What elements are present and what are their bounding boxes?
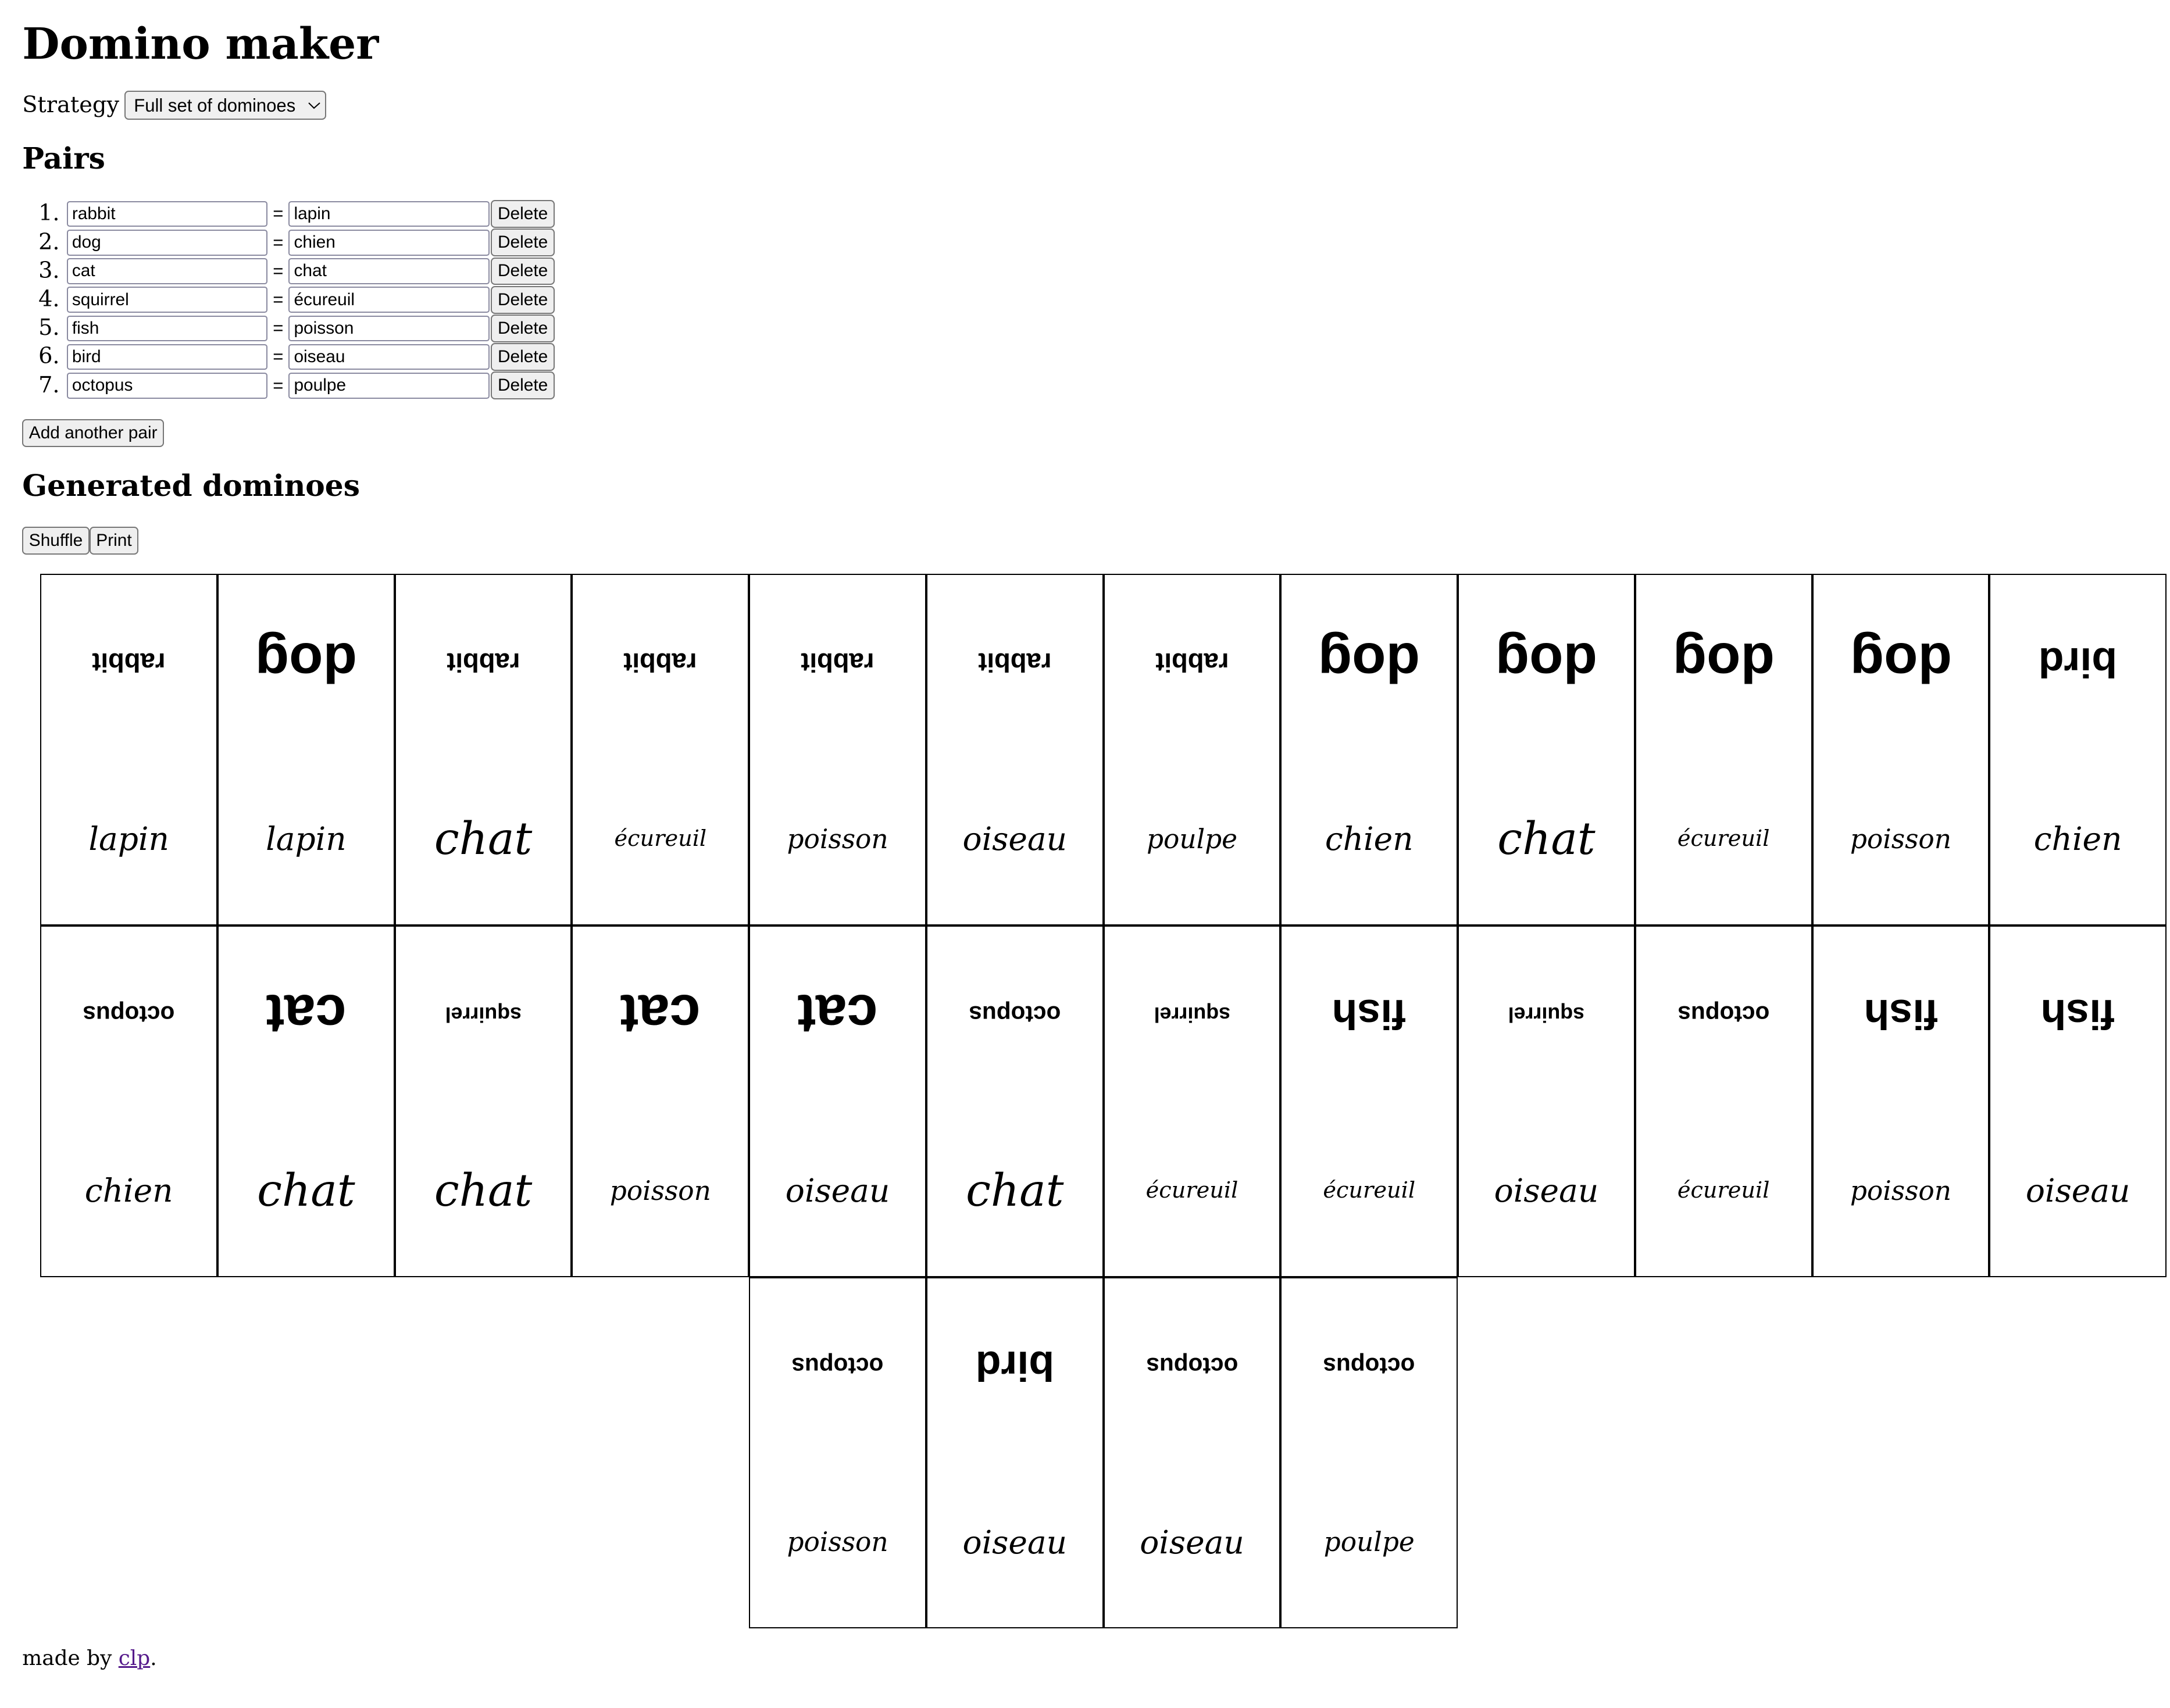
pair-translation-input[interactable] — [288, 344, 490, 370]
pair-fields — [67, 228, 555, 257]
domino-card — [749, 1277, 926, 1629]
pair-translation-input[interactable] — [288, 287, 490, 313]
domino-card — [1280, 574, 1458, 926]
domino-top-word: octopus — [791, 1352, 884, 1380]
print-button[interactable]: Print — [90, 527, 139, 555]
pair-fields — [67, 371, 555, 400]
domino-bottom-word: écureuil — [614, 826, 707, 852]
pair-row — [67, 371, 2148, 400]
pair-fields — [67, 257, 555, 285]
domino-card — [572, 574, 749, 926]
shuffle-button[interactable]: Shuffle — [22, 527, 90, 555]
domino-bottom-word: écureuil — [1323, 1178, 1416, 1204]
domino-bottom-word: écureuil — [1677, 826, 1770, 852]
delete-pair-button[interactable]: Delete — [491, 258, 554, 285]
domino-bottom-word: chat — [257, 1164, 355, 1217]
domino-card — [926, 574, 1104, 926]
domino-card — [1812, 926, 1990, 1277]
pair-row — [67, 285, 2148, 314]
domino-top-word: cat — [266, 983, 347, 1046]
domino-top-word: squirrel — [1508, 1003, 1585, 1027]
delete-pair-button[interactable]: Delete — [491, 200, 554, 228]
domino-top-word: dog — [255, 631, 357, 694]
pair-word-input[interactable] — [67, 201, 268, 227]
domino-top-word: octopus — [1678, 1001, 1770, 1028]
pair-word-input[interactable] — [67, 373, 268, 399]
domino-card — [395, 926, 572, 1277]
pair-translation-input[interactable] — [288, 373, 490, 399]
pair-fields — [67, 342, 555, 371]
domino-top-word: rabbit — [1155, 648, 1229, 678]
domino-bottom-word: écureuil — [1145, 1178, 1239, 1204]
domino-top-word: dog — [1850, 631, 1952, 694]
domino-bottom-word: écureuil — [1677, 1178, 1770, 1204]
domino-top-word: squirrel — [445, 1003, 522, 1027]
domino-top-word: rabbit — [801, 648, 875, 678]
domino-top-word: cat — [797, 983, 878, 1046]
domino-card — [40, 574, 217, 926]
domino-controls — [22, 527, 2148, 555]
footer-prefix: made by — [22, 1646, 119, 1671]
domino-card — [1458, 574, 1635, 926]
equals-sign: 3. = — [273, 260, 284, 281]
equals-sign: 7. = — [273, 375, 284, 396]
domino-top-word: fish — [2040, 991, 2115, 1038]
pair-translation-input[interactable] — [288, 258, 490, 284]
delete-pair-button[interactable]: Delete — [491, 228, 554, 256]
domino-top-word: octopus — [1146, 1352, 1238, 1380]
domino-card — [1104, 926, 1281, 1277]
delete-pair-button[interactable]: Delete — [491, 343, 554, 371]
domino-top-word: fish — [1864, 991, 1938, 1038]
delete-pair-button[interactable]: Delete — [491, 315, 554, 342]
domino-card — [395, 574, 572, 926]
domino-bottom-word: oiseau — [1140, 1523, 1244, 1561]
domino-bottom-word: poisson — [1850, 823, 1951, 855]
pair-word-input[interactable] — [67, 258, 268, 284]
domino-top-word: cat — [620, 983, 701, 1046]
domino-bottom-word: chien — [84, 1172, 173, 1210]
pair-row — [67, 199, 2148, 228]
domino-card — [1812, 574, 1990, 926]
equals-sign: 6. = — [273, 346, 284, 367]
domino-bottom-word: poisson — [787, 823, 888, 855]
pair-word-input[interactable] — [67, 316, 268, 342]
domino-card — [749, 926, 926, 1277]
domino-top-word: dog — [1672, 631, 1775, 694]
domino-bottom-word: chat — [434, 813, 533, 865]
domino-top-word: octopus — [83, 1001, 175, 1028]
pair-fields — [67, 285, 555, 314]
pair-row — [67, 228, 2148, 257]
domino-card — [572, 926, 749, 1277]
domino-bottom-word: chat — [1497, 813, 1596, 865]
pair-word-input[interactable] — [67, 287, 268, 313]
author-link[interactable]: clp — [118, 1646, 151, 1671]
domino-card — [40, 926, 217, 1277]
domino-top-word: bird — [2038, 639, 2118, 686]
domino-card — [1458, 926, 1635, 1277]
domino-card — [926, 1277, 1104, 1629]
generated-heading: Generated dominoes — [22, 468, 360, 503]
domino-top-word: fish — [1332, 991, 1407, 1038]
domino-card — [1989, 574, 2167, 926]
domino-top-word: dog — [1318, 631, 1421, 694]
domino-card — [1104, 574, 1281, 926]
domino-bottom-word: poulpe — [1323, 1527, 1415, 1558]
domino-top-word: bird — [975, 1342, 1054, 1389]
domino-bottom-word: chat — [966, 1164, 1064, 1217]
domino-bottom-word: oiseau — [962, 1523, 1068, 1561]
domino-top-word: squirrel — [1154, 1003, 1230, 1027]
domino-top-word: rabbit — [92, 648, 166, 678]
add-pair-button[interactable]: Add another pair — [22, 419, 164, 447]
pair-row — [67, 314, 2148, 342]
domino-top-word: octopus — [969, 1001, 1061, 1028]
domino-card — [1104, 1277, 1281, 1629]
domino-bottom-word: poisson — [787, 1527, 888, 1558]
pair-row — [67, 257, 2148, 285]
domino-card — [926, 926, 1104, 1277]
domino-top-word: octopus — [1323, 1352, 1415, 1380]
domino-bottom-word: poulpe — [1146, 823, 1238, 855]
domino-bottom-word: poisson — [609, 1175, 711, 1206]
page-title: Domino maker — [22, 18, 379, 69]
domino-card — [1635, 926, 1812, 1277]
domino-card — [217, 574, 395, 926]
domino-top-word: rabbit — [447, 648, 520, 678]
pair-translation-input[interactable] — [288, 316, 490, 342]
domino-bottom-word: chien — [1325, 820, 1414, 858]
equals-sign: 2. = — [273, 232, 284, 253]
delete-pair-button[interactable]: Delete — [491, 286, 554, 314]
equals-sign: 1. = — [273, 203, 284, 224]
equals-sign: 4. = — [273, 290, 284, 310]
domino-top-word: rabbit — [978, 648, 1052, 678]
delete-pair-button[interactable]: Delete — [491, 371, 554, 399]
domino-bottom-word: oiseau — [1494, 1172, 1599, 1210]
strategy-row — [22, 91, 2148, 120]
domino-top-word: rabbit — [623, 648, 697, 678]
domino-bottom-word: lapin — [266, 820, 347, 858]
pair-word-input[interactable] — [67, 230, 268, 256]
domino-card — [1280, 1277, 1458, 1629]
domino-bottom-word: chat — [434, 1164, 533, 1217]
pair-row — [67, 342, 2148, 371]
strategy-label: Strategy — [22, 92, 119, 119]
pairs-list — [22, 199, 2148, 400]
pair-translation-input[interactable] — [288, 201, 490, 227]
pair-fields — [67, 314, 555, 342]
domino-bottom-word: oiseau — [962, 820, 1068, 858]
pair-word-input[interactable] — [67, 344, 268, 370]
domino-bottom-word: poisson — [1850, 1175, 1951, 1206]
domino-bottom-word: chien — [2033, 820, 2122, 858]
domino-card — [1635, 574, 1812, 926]
domino-card — [1280, 926, 1458, 1277]
footer-suffix: . — [150, 1646, 157, 1671]
footer — [22, 1646, 2148, 1670]
domino-bottom-word: lapin — [88, 820, 169, 858]
domino-bottom-word: oiseau — [785, 1172, 890, 1210]
pair-fields — [67, 199, 555, 228]
domino-board — [40, 574, 2167, 1630]
domino-card — [1989, 926, 2167, 1277]
strategy-select[interactable] — [124, 91, 326, 120]
domino-top-word: dog — [1495, 631, 1598, 694]
pair-translation-input[interactable] — [288, 230, 490, 256]
domino-bottom-word: oiseau — [2025, 1172, 2130, 1210]
domino-card — [749, 574, 926, 926]
domino-card — [217, 926, 395, 1277]
equals-sign: 5. = — [273, 318, 284, 339]
pairs-heading: Pairs — [22, 141, 105, 176]
